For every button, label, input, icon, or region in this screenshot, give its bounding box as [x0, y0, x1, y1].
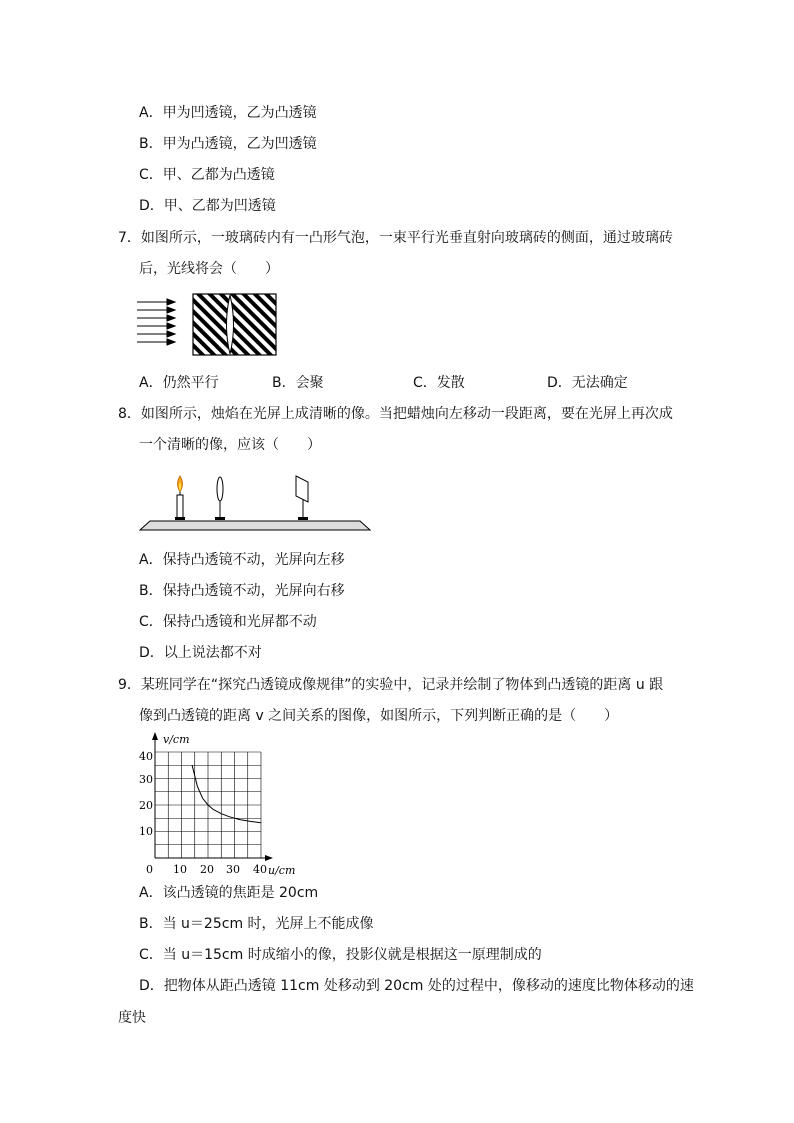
q7-option-c: C．发散: [413, 375, 465, 391]
x-tick-label: 20: [200, 863, 214, 876]
q6-option-c: C．甲、乙都为凸透镜: [139, 167, 275, 183]
q7-options-row: [0, 373, 794, 393]
q9-option-d: D．把物体从距凸透镜 11cm 处移动到 20cm 处的过程中，像移动的速度比物体移动的速: [139, 978, 694, 994]
q7-option-b: B．会聚: [272, 375, 324, 391]
x-tick-label: 30: [226, 863, 240, 876]
y-axis-arrow: [152, 732, 158, 740]
convex-lens: [215, 477, 225, 520]
light-screen: [296, 476, 308, 520]
q8-stem-line1: 8．如图所示，烛焰在光屏上成清晰的像。当把蜡烛向左移动一段距离，要在光屏上再次成: [118, 406, 673, 422]
y-tick-label: 40: [139, 750, 153, 763]
q6-option-b: B．甲为凸透镜，乙为凹透镜: [139, 136, 317, 152]
q9-uv-graph: [135, 728, 305, 878]
q7-stem-line2: 后，光线将会（ ）: [139, 261, 279, 277]
y-tick-label: 30: [139, 773, 153, 786]
q8-option-b: B．保持凸透镜不动，光屏向右移: [139, 583, 345, 599]
q9-option-d-continued: 度快: [118, 1010, 146, 1026]
q7-stem-line1: 7．如图所示，一玻璃砖内有一凸形气泡，一束平行光垂直射向玻璃砖的侧面，通过玻璃砖: [118, 230, 673, 246]
uv-curve: [192, 765, 261, 823]
q9-option-b: B．当 u＝25cm 时，光屏上不能成像: [139, 916, 374, 932]
origin-label: 0: [146, 863, 153, 876]
q8-stem-line2: 一个清晰的像，应该（ ）: [139, 437, 321, 453]
q8-option-d: D．以上说法都不对: [139, 645, 262, 661]
y-tick-label: 20: [139, 799, 153, 812]
q8-optical-bench-figure: [138, 470, 374, 534]
y-axis-label: v/cm: [163, 733, 190, 746]
q7-glass-brick-figure: [135, 290, 285, 360]
q7-option-a: A．仍然平行: [139, 375, 219, 391]
y-tick-label: 10: [139, 825, 153, 838]
x-tick-label: 10: [173, 863, 187, 876]
x-axis-arrow: [265, 855, 273, 861]
q8-option-a: A．保持凸透镜不动，光屏向左移: [139, 552, 345, 568]
q9-option-c: C．当 u＝15cm 时成缩小的像，投影仪就是根据这一原理制成的: [139, 947, 542, 963]
light-rays: [137, 299, 175, 345]
q9-option-a: A．该凸透镜的焦距是 20cm: [139, 885, 319, 901]
q9-stem-line1: 9．某班同学在“探究凸透镜成像规律”的实验中，记录并绘制了物体到凸透镜的距离 u 跟: [118, 677, 664, 693]
q6-option-d: D．甲、乙都为凹透镜: [139, 198, 276, 214]
glass-brick: [193, 294, 276, 355]
optical-bench: [140, 521, 370, 530]
candle: [175, 476, 185, 520]
x-axis-label: u/cm: [268, 864, 296, 877]
q6-option-a: A．甲为凹透镜，乙为凸透镜: [139, 105, 317, 121]
q9-stem-line2: 像到凸透镜的距离 v 之间关系的图像，如图所示，下列判断正确的是（ ）: [139, 708, 619, 724]
q8-option-c: C．保持凸透镜和光屏都不动: [139, 614, 317, 630]
q7-option-d: D．无法确定: [547, 375, 628, 391]
x-tick-label: 40: [253, 863, 267, 876]
